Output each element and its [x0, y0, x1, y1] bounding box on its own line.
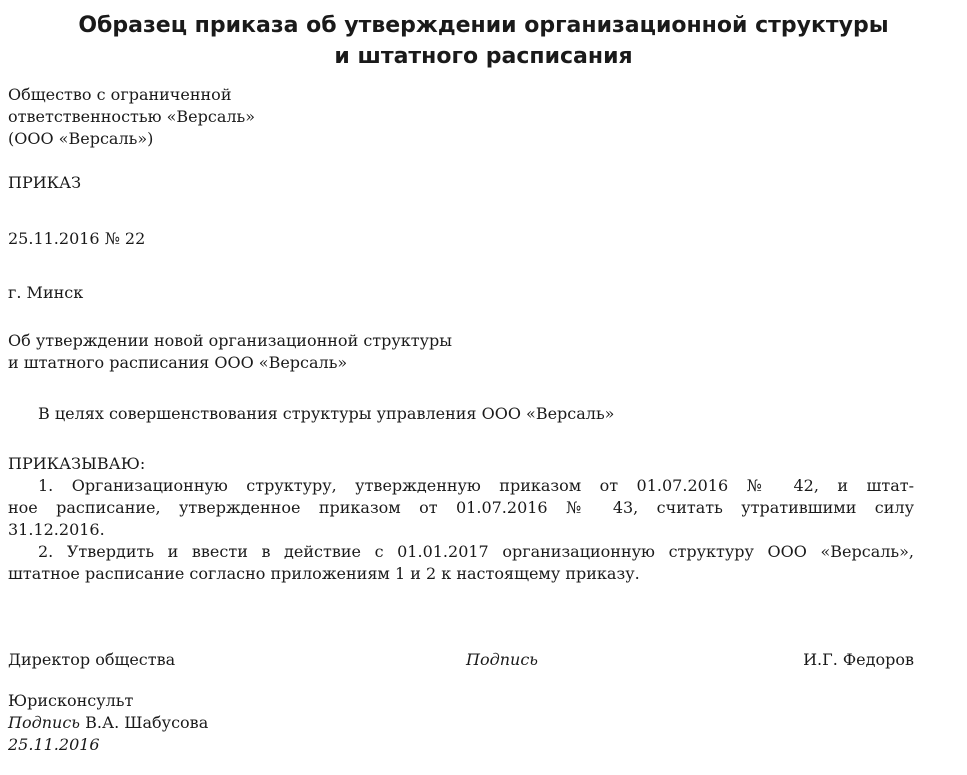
director-signature-label: Подпись [466, 650, 539, 669]
subject-block [8, 330, 452, 374]
date-number: 25.11.2016 № 22 [8, 229, 146, 248]
approval-position: Юрисконсульт [8, 691, 134, 710]
director-signature-row [8, 649, 914, 671]
order-item-1-line-1: 1. Организационную структуру, утвержденную приказом от 01.07.2016 № 42, и штат- [38, 476, 914, 495]
document-type: ПРИКАЗ [8, 173, 82, 192]
organization-block [8, 84, 255, 150]
director-name: И.Г. Федоров [803, 650, 914, 669]
approval-signature-label: Подпись [8, 713, 81, 732]
approval-sign-line [8, 712, 208, 734]
order-item-1-line-2: ное расписание, утвержденное приказом от 01.07.2016 № 43, считать утратившими силу [8, 498, 914, 517]
order-word: ПРИКАЗЫВАЮ: [8, 454, 146, 473]
approval-name: В.А. Шабусова [85, 713, 209, 732]
order-item-2-line-1: 2. Утвердить и ввести в действие с 01.01.2017 организационную структуру ООО «Версаль», [38, 542, 914, 561]
title-line-1: Образец приказа об утверждении организационной структуры [78, 13, 889, 38]
order-item-1 [8, 475, 914, 541]
director-position: Директор общества [8, 650, 176, 669]
order-item-2 [8, 541, 914, 585]
subject-line-1: Об утверждении новой организационной структуры [8, 331, 453, 350]
page-title [0, 10, 967, 72]
organization-line-1: Общество с ограниченной [8, 85, 232, 104]
approval-block [8, 690, 208, 756]
city: г. Минск [8, 283, 84, 302]
order-item-2-line-2: штатное расписание согласно приложениям 1 и 2 к настоящему приказу. [8, 564, 640, 583]
preamble: В целях совершенствования структуры управления ООО «Версаль» [38, 404, 615, 423]
order-item-1-line-3: 31.12.2016. [8, 520, 105, 539]
title-line-2: и штатного расписания [334, 44, 633, 69]
organization-line-3: (ООО «Версаль») [8, 129, 154, 148]
approval-date: 25.11.2016 [8, 735, 100, 754]
subject-line-2: и штатного расписания ООО «Версаль» [8, 353, 348, 372]
organization-line-2: ответственностью «Версаль» [8, 107, 256, 126]
